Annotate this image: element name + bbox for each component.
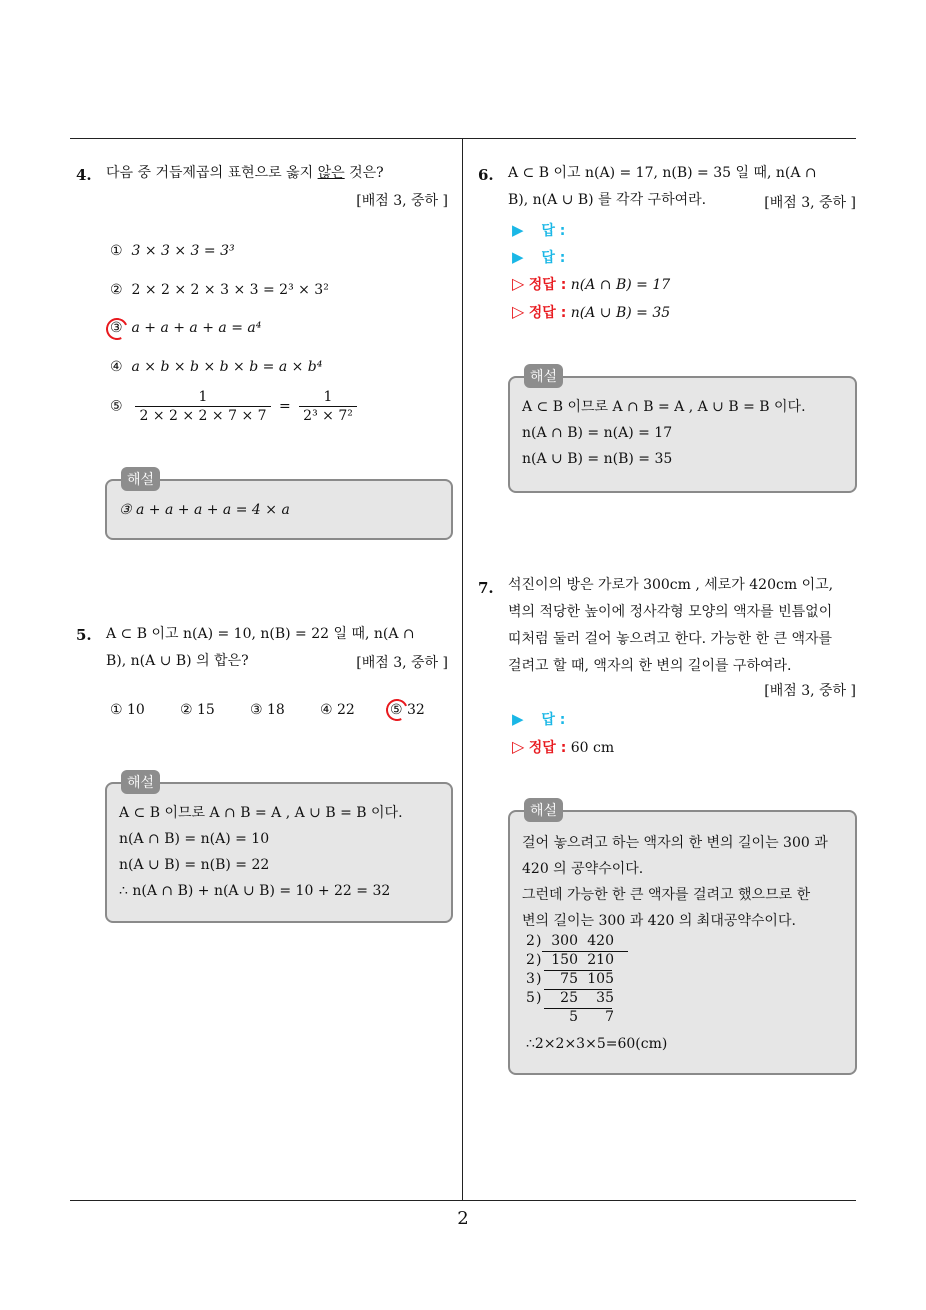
explanation-line: 그런데 가능한 한 큰 액자를 걸려고 했으므로 한 xyxy=(522,887,811,903)
fraction-numerator: 1 xyxy=(135,389,270,407)
q4-option-5[interactable] xyxy=(110,389,361,424)
q5-option-4[interactable] xyxy=(320,702,355,718)
explanation-body xyxy=(522,830,843,934)
option-text: 10 xyxy=(127,702,145,718)
option-text: a + a + a + a = a⁴ xyxy=(131,320,262,336)
fraction-denominator: 2 × 2 × 2 × 7 × 7 xyxy=(139,408,267,424)
correct-label: 정답 : xyxy=(528,305,567,321)
top-rule xyxy=(70,138,856,139)
explanation-line: ∴ n(A ∩ B) + n(A ∪ B) = 10 + 22 = 32 xyxy=(119,883,391,899)
q7-explanation-box xyxy=(508,803,857,1075)
q7-question-line: 걸려고 할 때, 액자의 한 변의 길이를 구하여라. xyxy=(508,658,792,674)
answer-label: 답 : xyxy=(541,250,566,266)
q6-number: 6. xyxy=(478,166,494,184)
q4-option-1[interactable] xyxy=(110,243,235,259)
q4-question-part1: 다음 중 거듭제곱의 표현으로 옳지 xyxy=(106,165,318,181)
q6-question-line2: B), n(A ∪ B) 를 각각 구하여라. xyxy=(508,192,707,208)
option-text: 18 xyxy=(267,702,285,718)
q5-option-5[interactable] xyxy=(390,702,425,718)
explanation-tag: 해설 xyxy=(524,798,563,822)
q5-number: 5. xyxy=(76,626,92,644)
q6-explanation-box xyxy=(508,369,857,493)
dividend-a: 25 xyxy=(560,990,578,1006)
option-mark: ② xyxy=(180,702,193,718)
play-triangle-icon: ▶ xyxy=(512,248,524,266)
q4-option-4[interactable] xyxy=(110,359,322,375)
dividend-b: 35 xyxy=(596,990,614,1006)
dividend-a: 150 xyxy=(551,952,578,968)
q4-explanation-box xyxy=(105,472,453,540)
divisor: 2 xyxy=(526,952,535,968)
division-conclusion: ∴2×2×3×5=60(cm) xyxy=(526,1036,668,1052)
explanation-body xyxy=(119,800,439,904)
option-mark: ① xyxy=(110,243,123,259)
explanation-line: A ⊂ B 이므로 A ∩ B = A , A ∪ B = B 이다. xyxy=(119,805,403,821)
q4-option-3[interactable] xyxy=(110,320,261,336)
explanation-line: n(A ∪ B) = n(B) = 22 xyxy=(119,857,270,873)
option-text: 22 xyxy=(337,702,355,718)
correct-value: 60 cm xyxy=(570,740,615,756)
q4-question xyxy=(106,160,384,187)
play-triangle-icon: ▶ xyxy=(512,221,524,239)
column-divider xyxy=(462,138,463,1200)
q6-score-meta: [배점 3, 중하 ] xyxy=(764,195,856,211)
answer-label: 답 : xyxy=(541,223,566,239)
quotient-b: 7 xyxy=(605,1009,614,1025)
explanation-line: ③ a + a + a + a = 4 × a xyxy=(119,502,290,518)
q7-question-line: 벽의 적당한 높이에 정사각형 모양의 액자를 빈틈없이 xyxy=(508,604,833,620)
dividend-a: 75 xyxy=(560,971,578,987)
fraction-numerator: 1 xyxy=(299,389,357,407)
divisor: 2 xyxy=(526,933,535,949)
explanation-line: 420 의 공약수이다. xyxy=(522,861,644,877)
division-row: 3) 75 105 xyxy=(526,971,614,987)
q4-score-meta: [배점 3, 중하 ] xyxy=(356,193,448,209)
answer-label: 답 : xyxy=(541,712,566,728)
outline-triangle-icon: ▷ xyxy=(512,302,525,321)
quotient-a: 5 xyxy=(569,1009,578,1025)
explanation-line: 걸어 놓으려고 하는 액자의 한 변의 길이는 300 과 xyxy=(522,835,828,851)
option-mark: ⑤ xyxy=(390,702,403,718)
q7-answer-row[interactable] xyxy=(512,709,565,729)
option-text: a × b × b × b × b = a × b⁴ xyxy=(131,359,323,375)
fraction-denominator: 2³ × 7² xyxy=(303,408,353,424)
play-triangle-icon: ▶ xyxy=(512,710,524,728)
outline-triangle-icon: ▷ xyxy=(512,274,525,293)
q7-score-meta: [배점 3, 중하 ] xyxy=(764,683,856,699)
dividend-b: 105 xyxy=(587,971,614,987)
q7-question xyxy=(508,572,860,680)
option-text: 15 xyxy=(197,702,215,718)
bottom-rule xyxy=(70,1200,856,1201)
explanation-line: n(A ∩ B) = n(A) = 17 xyxy=(522,425,673,441)
explanation-body xyxy=(119,497,439,523)
explanation-line: n(A ∩ B) = n(A) = 10 xyxy=(119,831,270,847)
option-text: 32 xyxy=(407,702,425,718)
option-mark: ② xyxy=(110,282,123,298)
explanation-line: n(A ∪ B) = n(B) = 35 xyxy=(522,451,673,467)
q7-question-line: 석진이의 방은 가로가 300cm , 세로가 420cm 이고, xyxy=(508,577,834,593)
q6-correct-row-2 xyxy=(512,302,670,322)
explanation-tag: 해설 xyxy=(121,467,160,491)
explanation-tag: 해설 xyxy=(524,364,563,388)
q7-number: 7. xyxy=(478,579,494,597)
dividend-b: 210 xyxy=(587,952,614,968)
option-mark: ③ xyxy=(250,702,263,718)
correct-value: n(A ∩ B) = 17 xyxy=(570,277,671,293)
q7-question-line: 띠처럼 둘러 걸어 놓으려고 한다. 가능한 한 큰 액자를 xyxy=(508,631,833,647)
q6-question-line1: A ⊂ B 이고 n(A) = 17, n(B) = 35 일 때, n(A ∩ xyxy=(508,165,817,181)
q4-question-part2: 것은? xyxy=(344,165,384,181)
q6-answer-row-2[interactable] xyxy=(512,247,565,267)
option-mark: ① xyxy=(110,702,123,718)
fraction-left xyxy=(135,389,270,424)
correct-label: 정답 : xyxy=(528,740,567,756)
division-row: 2) 150 210 xyxy=(526,952,614,968)
correct-label: 정답 : xyxy=(528,277,567,293)
q5-explanation-box xyxy=(105,775,453,923)
q5-option-3[interactable] xyxy=(250,702,285,718)
outline-triangle-icon: ▷ xyxy=(512,737,525,756)
division-ladder xyxy=(526,932,667,1054)
q4-question-underlined: 않은 xyxy=(317,165,345,181)
division-row: 5) 25 35 xyxy=(526,990,614,1006)
q5-option-2[interactable] xyxy=(180,702,215,718)
divisor: 5 xyxy=(526,990,535,1006)
option-mark: ③ xyxy=(110,320,123,336)
option-text: 3 × 3 × 3 = 3³ xyxy=(131,243,235,259)
option-mark: ④ xyxy=(110,359,123,375)
q4-number: 4. xyxy=(76,166,92,184)
q6-correct-row-1 xyxy=(512,274,670,294)
q5-question-line1: A ⊂ B 이고 n(A) = 10, n(B) = 22 일 때, n(A ∩ xyxy=(106,626,415,642)
page-number: 2 xyxy=(457,1208,469,1229)
explanation-line: 변의 길이는 300 과 420 의 최대공약수이다. xyxy=(522,913,796,929)
q5-option-1[interactable] xyxy=(110,702,145,718)
explanation-tag: 해설 xyxy=(121,770,160,794)
fraction-right xyxy=(299,389,357,424)
option-mark: ④ xyxy=(320,702,333,718)
q5-score-meta: [배점 3, 중하 ] xyxy=(356,655,448,671)
dividend-b: 420 xyxy=(587,933,614,949)
explanation-line: A ⊂ B 이므로 A ∩ B = A , A ∪ B = B 이다. xyxy=(522,399,806,415)
q7-correct-row xyxy=(512,737,614,757)
division-row xyxy=(526,1008,667,1027)
division-row: 2) 300 420 xyxy=(526,933,614,949)
divisor: 3 xyxy=(526,971,535,987)
correct-value: n(A ∪ B) = 35 xyxy=(570,305,671,321)
option-mark: ⑤ xyxy=(110,398,123,415)
q4-option-2[interactable] xyxy=(110,282,329,298)
dividend-a: 300 xyxy=(551,933,578,949)
explanation-body xyxy=(522,394,843,472)
q6-answer-row-1[interactable] xyxy=(512,220,565,240)
equals-sign: = xyxy=(278,398,291,415)
option-text: 2 × 2 × 2 × 3 × 3 = 2³ × 3² xyxy=(131,282,329,298)
q5-question-line2: B), n(A ∪ B) 의 합은? xyxy=(106,653,249,669)
